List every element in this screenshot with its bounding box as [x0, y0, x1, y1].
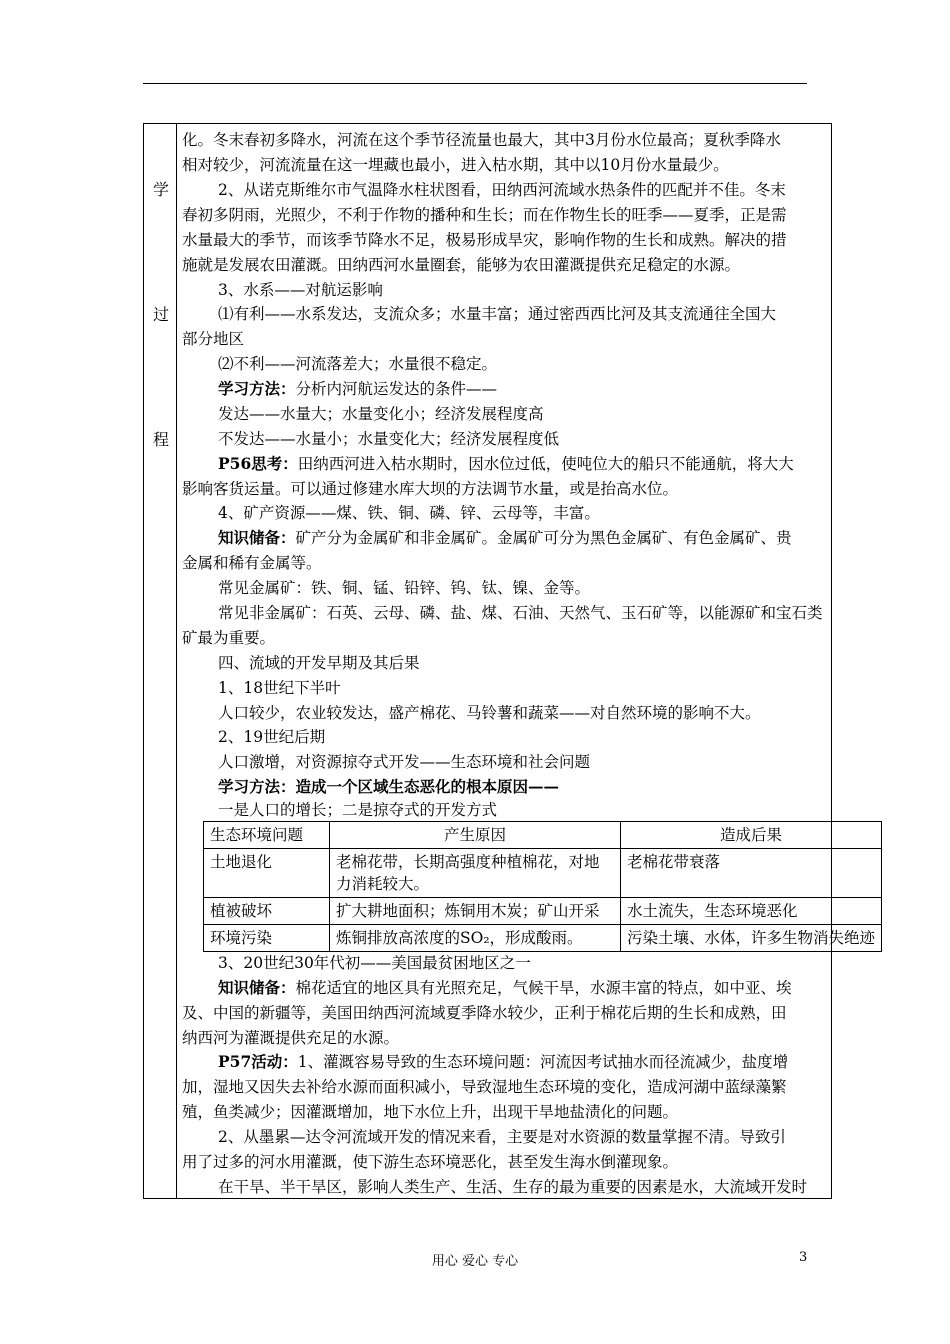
- activity-line: P57活动：1、灌溉容易导致的生态环境问题：河流因考试抽水而径流减少，盐度增: [218, 1052, 789, 1071]
- text-line: 矿最为重要。: [182, 629, 276, 647]
- knowledge-label: 知识储备：: [218, 528, 296, 547]
- table-row: [204, 898, 882, 925]
- text-line: 及、中国的新疆等，美国田纳西河流域夏季降水较少，正利于棉花后期的生长和成熟，田: [182, 1004, 787, 1022]
- table-row: [204, 849, 882, 898]
- text-line: 化。冬末春初多降水，河流在这个季节径流量也最大，其中3月份水位最高；夏秋季降水: [182, 131, 781, 149]
- table-cell: 环境污染: [204, 925, 330, 952]
- text-line: 人口较少，农业较发达，盛产棉花、马铃薯和蔬菜——对自然环境的影响不大。: [218, 704, 761, 722]
- text-line: 水量最大的季节，而该季节降水不足，极易形成旱灾，影响作物的生长和成熟。解决的措: [182, 231, 787, 249]
- table-header-cell: 生态环境问题: [204, 822, 330, 849]
- think-line: P56思考：田纳西河进入枯水期时，因水位过低，使吨位大的船只不能通航，将大大: [218, 454, 794, 473]
- text-line: 影响客货运量。可以通过修建水库大坝的方法调节水量，或是抬高水位。: [182, 480, 679, 498]
- table-cell: 土地退化: [204, 849, 330, 898]
- text-line: ⑴有利——水系发达，支流众多；水量丰富；通过密西西比河及其支流通往全国大: [218, 305, 777, 323]
- knowledge-line: 知识储备：棉花适宜的地区具有光照充足，气候干旱，水源丰富的特点，如中亚、埃: [218, 978, 792, 997]
- text-line: 2、从诺克斯维尔市气温降水柱状图看，田纳西河流域水热条件的匹配并不佳。冬末: [218, 181, 786, 199]
- text-line: 2、19世纪后期: [218, 728, 326, 746]
- p57-label: P57活动：: [218, 1052, 298, 1071]
- text-line: 3、20世纪30年代初——美国最贫困地区之一: [218, 954, 531, 972]
- knowledge-line: 知识储备：矿产分为金属矿和非金属矿。金属矿可分为黑色金属矿、有色金属矿、贵: [218, 528, 792, 547]
- knowledge-label: 知识储备：: [218, 978, 296, 997]
- table-row: [204, 925, 882, 952]
- side-label-guo: 过: [152, 305, 169, 324]
- side-column-divider: [176, 123, 177, 1199]
- p56-label: P56思考：: [218, 454, 298, 473]
- text-line: 常见金属矿：铁、铜、锰、铅锌、钨、钛、镍、金等。: [218, 579, 591, 597]
- text-line: 施就是发展农田灌溉。田纳西河水量圈套，能够为农田灌溉提供充足稳定的水源。: [182, 256, 741, 274]
- text-line: 人口激增，对资源掠夺式开发——生态环境和社会问题: [218, 753, 591, 771]
- page-footer: 用心 爱心 专心: [431, 1254, 519, 1269]
- side-label-cheng: 程: [152, 430, 169, 449]
- table-cell: 老棉花带衰落: [621, 849, 882, 898]
- text-line: ⑵不利——河流落差大；水量很不稳定。: [218, 355, 498, 373]
- table-cell: 植被破坏: [204, 898, 330, 925]
- text-line: 4、矿产资源——煤、铁、铜、磷、锌、云母等，丰富。: [218, 504, 600, 522]
- text-line: 部分地区: [182, 330, 245, 348]
- text-line: 加，湿地又因失去补给水源而面积减小，导致湿地生态环境的变化，造成河湖中蓝绿藻繁: [182, 1078, 787, 1096]
- table-cell: 污染土壤、水体，许多生物消失绝迹: [621, 925, 882, 952]
- text-line: 不发达——水量小；水量变化大；经济发展程度低: [218, 430, 560, 448]
- method-label: 学习方法：: [218, 379, 296, 398]
- table-cell: 扩大耕地面积；炼铜用木炭；矿山开采: [330, 898, 621, 925]
- text-line: 2、从墨累—达令河流域开发的情况来看，主要是对水资源的数量掌握不清。导致引: [218, 1128, 786, 1146]
- method-line: 学习方法：造成一个区域生态恶化的根本原因——: [218, 777, 560, 796]
- text-line: 发达——水量大；水量变化小；经济发展程度高: [218, 405, 544, 423]
- table-header-cell: 产生原因: [330, 822, 621, 849]
- method-label: 学习方法：: [218, 777, 296, 796]
- table-cell: 老棉花带，长期高强度种植棉花，对地力消耗较大。: [330, 849, 621, 898]
- text-line: 3、水系——对航运影响: [218, 281, 383, 299]
- table-cell: 水土流失，生态环境恶化: [621, 898, 882, 925]
- text-line: 1、18世纪下半叶: [218, 679, 341, 697]
- text-line: 春初多阴雨，光照少，不利于作物的播种和生长；而在作物生长的旺季——夏季，正是需: [182, 206, 787, 224]
- section-heading: 四、流域的开发早期及其后果: [218, 654, 420, 672]
- text-line: 金属和稀有金属等。: [182, 554, 322, 572]
- text-line: 在干旱、半干旱区，影响人类生产、生活、生存的最为重要的因素是水，大流域开发时: [218, 1178, 808, 1196]
- table-header-row: [204, 822, 882, 849]
- text-line: 殖，鱼类减少；因灌溉增加，地下水位上升，出现干旱地盐渍化的问题。: [182, 1103, 679, 1121]
- text-line: 相对较少，河流流量在这一埋藏也最小，进入枯水期，其中以10月份水量最少。: [182, 156, 729, 174]
- text-line: 用了过多的河水用灌溉，使下游生态环境恶化，甚至发生海水倒灌现象。: [182, 1153, 679, 1171]
- table-cell: 炼铜排放高浓度的SO₂，形成酸雨。: [330, 925, 621, 952]
- text-line: 常见非金属矿：石英、云母、磷、盐、煤、石油、天然气、玉石矿等，以能源矿和宝石类: [218, 604, 823, 622]
- page-number: 3: [799, 1250, 808, 1265]
- table-header-cell: 造成后果: [621, 822, 882, 849]
- text-line: 一是人口的增长；二是掠夺式的开发方式: [218, 801, 498, 819]
- environment-problems-table: [203, 821, 882, 952]
- side-label-xue: 学: [152, 180, 169, 199]
- text-line: 纳西河为灌溉提供充足的水源。: [182, 1029, 400, 1047]
- header-rule: [143, 83, 807, 84]
- method-line: 学习方法：分析内河航运发达的条件——: [218, 379, 498, 398]
